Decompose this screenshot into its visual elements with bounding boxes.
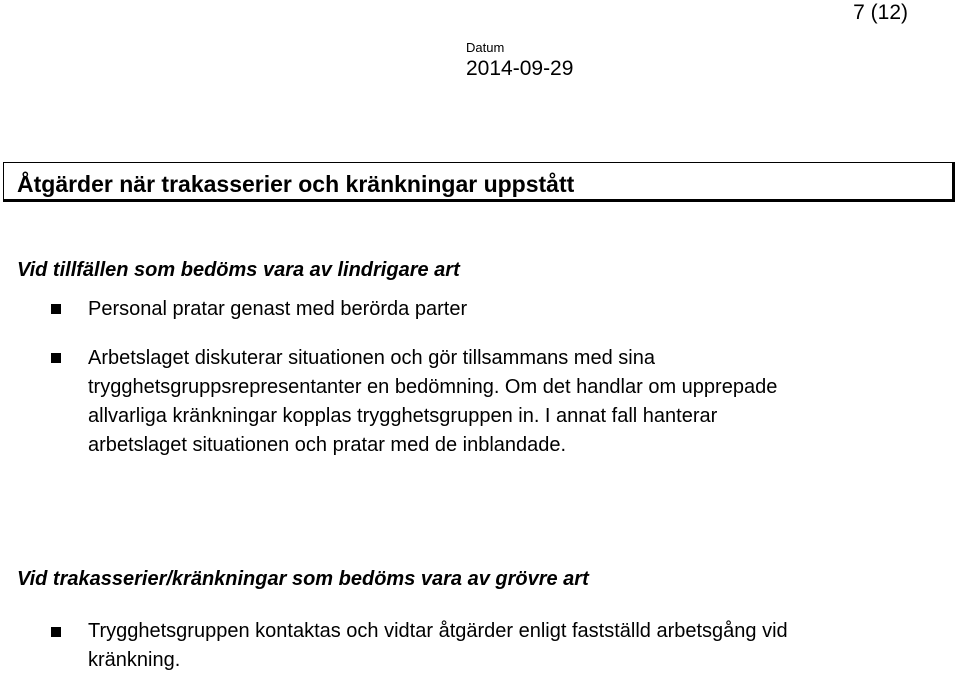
date-label: Datum bbox=[466, 40, 505, 55]
bullet-icon bbox=[51, 627, 61, 637]
list-item: Trygghetsgruppen kontaktas och vidtar åtgärder enligt fastställd arbetsgång vid kränkning. bbox=[88, 620, 788, 671]
title-box bbox=[3, 162, 955, 202]
bullet-icon bbox=[51, 353, 61, 363]
page-title: Åtgärder när trakasserier och kränkningar uppstått bbox=[17, 171, 575, 197]
date-block bbox=[466, 40, 573, 81]
list-item: Arbetslaget diskuterar situationen och gör tillsammans med sina trygghetsgruppsrepresentanter en bedömning. Om det handlar om upprepade allvarliga kränkningar kopplas trygghetsgruppen in. I annat fall hanterar arbetslaget situationen och pratar med de inblandade. bbox=[88, 347, 778, 456]
section-heading-minor: Vid tillfällen som bedöms vara av lindrigare art bbox=[17, 259, 460, 281]
list-item: Personal pratar genast med berörda parter bbox=[88, 298, 468, 320]
bullet-icon bbox=[51, 304, 61, 314]
page-number: 7 (12) bbox=[853, 1, 908, 24]
date-value: 2014-09-29 bbox=[466, 57, 574, 80]
section-heading-severe: Vid trakasserier/kränkningar som bedöms vara av grövre art bbox=[17, 568, 589, 590]
